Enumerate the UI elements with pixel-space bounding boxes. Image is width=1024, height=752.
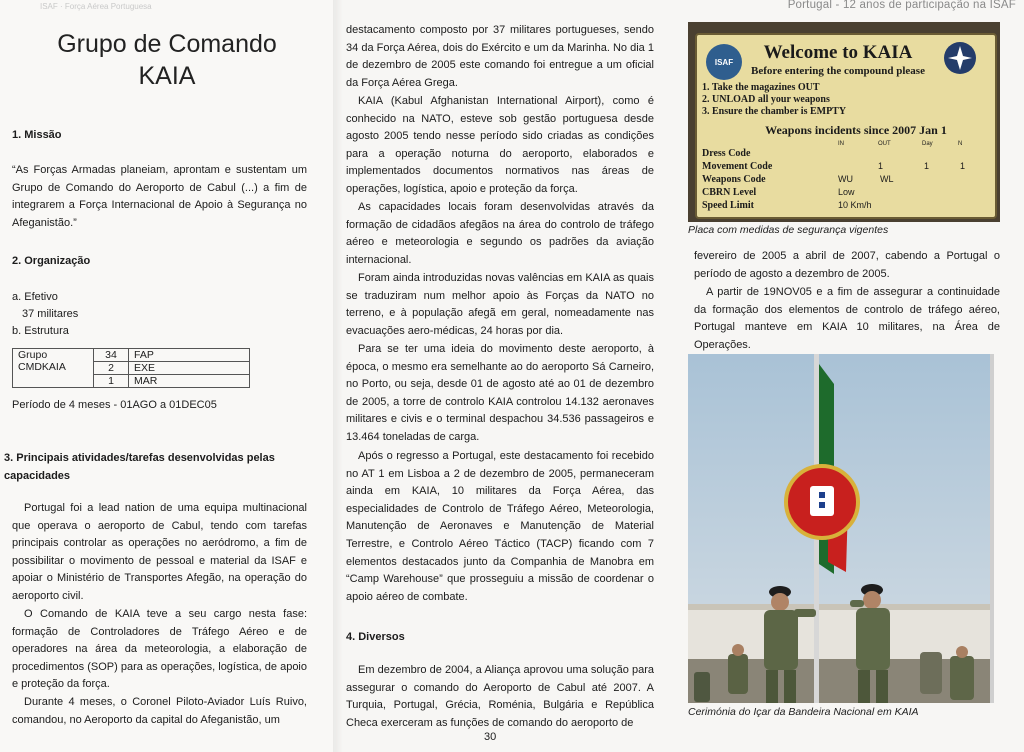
mid-paragraph-5: Para se ter uma ideia do movimento deste aeroporto, à época, o mesmo era semelhante ao do aeroporto Sá Carneiro, no Porto, ou seja, desde 01 de agosto até ao 01 de dezembro de 2005, a torre de controlo KAIA controlou 14.132 aeronaves militares e civis e o terminal despachou 34.536 passageiros e 13.464 toneladas de carga. [346, 343, 654, 443]
right-paragraph-1: fevereiro de 2005 a abril de 2007, cabendo a Portugal o período de agosto a dezembro de 2005. [694, 250, 1000, 280]
isaf-logo-text: ISAF [714, 58, 734, 67]
sign-col-out: OUT [878, 141, 891, 147]
period-text: Período de 4 meses - 01AGO a 01DEC05 [12, 399, 217, 411]
hangar-roofline [688, 604, 994, 610]
sign-row-movement: Movement Code [702, 161, 773, 172]
sign-row-dress: Dress Code [702, 148, 751, 159]
sign-rule-2: 2. UNLOAD all your weapons [702, 94, 830, 105]
sign-rule-3: 3. Ensure the chamber is EMPTY [702, 106, 847, 117]
running-head: Portugal - 12 anos de participação na ISAF [787, 0, 1016, 11]
sign-row-speed: Speed Limit [702, 200, 754, 211]
sign-col-day: Day [922, 141, 933, 147]
kaia-sign-photo [688, 22, 1000, 222]
flag-ceremony-illustration [688, 354, 994, 703]
sign-welcome: Welcome to KAIA [763, 42, 913, 63]
table-group-cell: Grupo CMDKAIA [13, 349, 94, 388]
table-unit-cell: MAR [129, 375, 250, 388]
mid-paragraph-3: As capacidades locais foram desenvolvidas através da formação de cidadãos afegãos na área do controlo de tráfego aéreo e meteorologia e segundo os padrões da aviação internacional. [346, 201, 654, 266]
table-row [13, 349, 250, 362]
org-efetivo-value: 37 militares [22, 308, 79, 320]
sign-rule-1: 1. Take the magazines OUT [702, 82, 820, 93]
flag-ceremony-photo [688, 354, 994, 703]
table-num-cell: 2 [94, 362, 129, 375]
caption-sign: Placa com medidas de segurança vigentes [688, 224, 889, 236]
structure-table [12, 348, 250, 388]
left-paragraph-3: Durante 4 meses, o Coronel Piloto-Aviador Luís Ruivo, comandou, no Aeroporto da capital do Afeganistão, um [12, 696, 307, 726]
sign-illustration [688, 22, 1000, 222]
sign-before: Before entering the compound please [751, 65, 925, 77]
sign-row-weapons: Weapons Code [702, 174, 766, 185]
page-title [22, 28, 312, 92]
table-num-cell: 1 [94, 375, 129, 388]
sign-value-n: 1 [960, 161, 966, 171]
title-line-2: KAIA [138, 62, 196, 90]
mid-paragraph-2: KAIA (Kabul Afghanistan International Airport), como é conhecido na NATO, esteve sob gestão portuguesa desde agosto 2005 tendo nesse período sido criadas as condições para a operação noturna do aeroporto, elaborados e implementados documentos normativos nas áreas de operações, logística, apoio e proteção da força. [346, 95, 654, 195]
org-efetivo-label: a. Efetivo [12, 291, 58, 303]
sign-incidents: Weapons incidents since 2007 Jan 1 [765, 123, 947, 137]
sign-speed-value: 10 Km/h [838, 200, 872, 210]
page-number: 30 [484, 731, 497, 743]
mid-paragraph-4: Foram ainda introduzidas novas valências em KAIA as quais se traduziram num melhor apoio às Forças da NATO no terreno, e à população afegã em geral, nomeadamente nas evacuações aero-médicas, 24 horas por dia. [346, 272, 654, 337]
caption-flag: Cerimónia do Içar da Bandeira Nacional em KAIA [688, 706, 919, 718]
mission-text: “As Forças Armadas planeiam, aprontam e sustentam um Grupo de Comando do Aeroporto de Cabul (...) a fim de integrarem a Força Internacional de Apoio à Segurança no Afeganistão.” [12, 164, 307, 229]
table-num-cell: 34 [94, 349, 129, 362]
heading-missao: 1. Missão [12, 129, 62, 141]
mid-paragraph-6: Após o regresso a Portugal, este destacamento foi recebido no AT 1 em Lisboa a 2 de dezembro de 2005, permaneceram ainda em KAIA, 10 militares da Força Aérea, das especialidades de Controlo de Tráfego Aéreo, Meteorologia, Manutenção de Aeronaves e Manutenção de Material Terrestre, e Controlo Aéreo Táctico (TACP) ficando com 7 elementos destacados junto da Companhia de Manobra em “Camp Warehouse” que prosseguiu a missão de coordenar o apoio aéreo de combate. [346, 450, 654, 603]
heading-organizacao: 2. Organização [12, 255, 91, 267]
shield-quina [819, 502, 825, 508]
flagpole-right [990, 354, 994, 703]
faint-running-head: ISAF · Força Aérea Portuguesa [40, 2, 152, 11]
page-fold-shadow [333, 0, 343, 752]
org-estrutura-label: b. Estrutura [12, 325, 69, 337]
sign-value-out: 1 [878, 161, 884, 171]
right-paragraph-2: A partir de 19NOV05 e a fim de assegurar a continuidade da formação dos elementos de controlo de tráfego aéreo, Portugal manteve em KAIA 10 militares, na Área de Operações. [694, 286, 1000, 351]
left-paragraph-1: Portugal foi a lead nation de uma equipa multinacional que operava o aeroporto de Cabul, tendo com tarefas principais controlar as operações no aeródromo, a fim de possibilitar o movimento de pessoal e material da ISAF e apoiar o Ministério de Transportes Afegão, na operação do aeroporto civil. [12, 502, 307, 602]
mid-paragraph-7: Em dezembro de 2004, a Aliança aprovou uma solução para assegurar o comando do Aeroporto de Cabul até 2007. A Turquia, Portugal, Grécia, Roménia, Bulgária e República Checa exerceram as funções de comando do aeroporto de [346, 664, 654, 729]
sign-row-cbrn: CBRN Level [702, 187, 757, 198]
table-unit-cell: FAP [129, 349, 250, 362]
heading-diversos: 4. Diversos [346, 631, 405, 643]
sign-weapons-value-1: WU [838, 174, 853, 184]
sign-col-n: N [958, 141, 963, 147]
mid-paragraph-1: destacamento composto por 37 militares portugueses, sendo 34 da Força Aérea, dois do Exército e um da Marinha. No dia 1 de dezembro de 2005 este comando foi entregue a um oficial da Força Aérea Grega. [346, 24, 654, 89]
sign-cbrn-value: Low [838, 187, 855, 197]
sign-col-in: IN [838, 141, 844, 147]
shield-quina [819, 492, 825, 498]
left-paragraph-2: O Comando de KAIA teve a seu cargo nesta fase: formação de Controladores de Tráfego Aéreo e de operadores na área da meteorologia, a elaboração de procedimentos (SOP) para as operações, logística, de apoio e proteção da força. [12, 608, 307, 691]
sign-weapons-value-2: WL [880, 174, 894, 184]
sign-value-day: 1 [924, 161, 930, 171]
heading-atividades: 3. Principais atividades/tarefas desenvolvidas pelas capacidades [4, 452, 275, 482]
table-unit-cell: EXE [129, 362, 250, 375]
title-line-1: Grupo de Comando [57, 30, 277, 58]
shield-icon [810, 486, 834, 516]
